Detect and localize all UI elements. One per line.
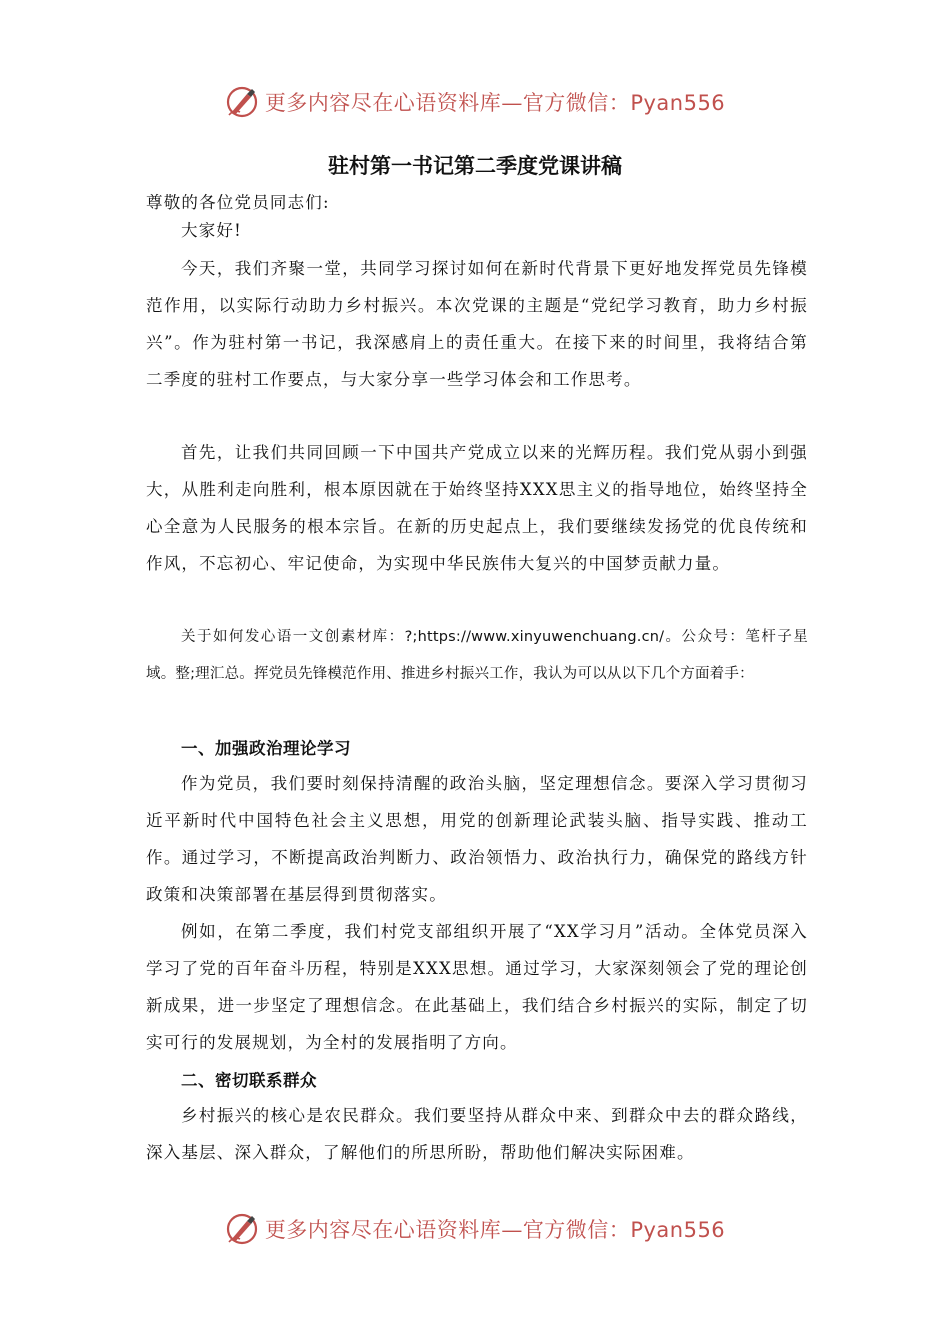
banner-separator: — bbox=[501, 1218, 523, 1242]
paragraph-example: 例如，在第二季度，我们村党支部组织开展了“XX学习月”活动。全体党员深入学习了党的百年奋斗历程，特别是XXX思想。通过学习，大家深刻领会了党的理论创新成果，进一步坚定了理想信念。在此基础上，我们结合乡村振兴的实际，制定了切实可行的发展规划，为全村的发展指明了方向。 bbox=[146, 922, 808, 1052]
paragraph-theory: 作为党员，我们要时刻保持清醒的政治头脑，坚定理想信念。要深入学习贯彻习近平新时代中国特色社会主义思想，用党的创新理论武装头脑、指导实践、推动工作。通过学习，不断提高政治判断力、政治领悟力、政治执行力，确保党的路线方针政策和决策部署在基层得到贯彻落实。 bbox=[146, 774, 808, 904]
greeting: 大家好! bbox=[181, 221, 242, 240]
banner-wechat-id: Pyan556 bbox=[630, 1218, 726, 1242]
header-banner bbox=[0, 82, 950, 122]
banner-main-text: 更多内容尽在心语资料库 bbox=[264, 91, 502, 115]
document-title: 驻村第一书记第二季度党课讲稿 bbox=[328, 153, 622, 178]
banner-text bbox=[265, 1214, 725, 1244]
paragraph-approach: 关于如何发心语一文创素材库：?;https://www.xinyuwenchuang.cn/。公众号：笔杆子星域。整;理汇总。挥党员先锋模范作用、推进乡村振兴工作，我认为可以从以下几个方面着手： bbox=[146, 629, 808, 682]
banner-text bbox=[265, 87, 725, 117]
section-heading-1: 一、加强政治理论学习 bbox=[181, 739, 351, 758]
section-heading-2: 二、密切联系群众 bbox=[181, 1071, 317, 1090]
footer-banner bbox=[0, 1209, 950, 1249]
pen-logo-icon bbox=[225, 85, 259, 119]
pen-logo-icon bbox=[225, 1212, 259, 1246]
salutation: 尊敬的各位党员同志们: bbox=[146, 193, 330, 212]
banner-wechat-label: 官方微信： bbox=[522, 91, 631, 115]
paragraph-history: 首先，让我们共同回顾一下中国共产党成立以来的光辉历程。我们党从弱小到强大，从胜利走向胜利，根本原因就在于始终坚持XXX思主义的指导地位，始终坚持全心全意为人民服务的根本宗旨。在新的历史起点上，我们要继续发扬党的优良传统和作风，不忘初心、牢记使命，为实现中华民族伟大复兴的中国梦贡献力量。 bbox=[146, 443, 808, 573]
banner-main-text: 更多内容尽在心语资料库 bbox=[264, 1218, 502, 1242]
paragraph-intro: 今天，我们齐聚一堂，共同学习探讨如何在新时代背景下更好地发挥党员先锋模范作用，以实际行动助力乡村振兴。本次党课的主题是“党纪学习教育，助力乡村振兴”。作为驻村第一书记，我深感肩上的责任重大。在接下来的时间里，我将结合第二季度的驻村工作要点，与大家分享一些学习体会和工作思考。 bbox=[146, 259, 808, 389]
banner-wechat-id: Pyan556 bbox=[630, 91, 726, 115]
paragraph-masses: 乡村振兴的核心是农民群众。我们要坚持从群众中来、到群众中去的群众路线，深入基层、深入群众，了解他们的所思所盼，帮助他们解决实际困难。 bbox=[146, 1106, 808, 1162]
banner-separator: — bbox=[501, 91, 523, 115]
banner-wechat-label: 官方微信： bbox=[522, 1218, 631, 1242]
